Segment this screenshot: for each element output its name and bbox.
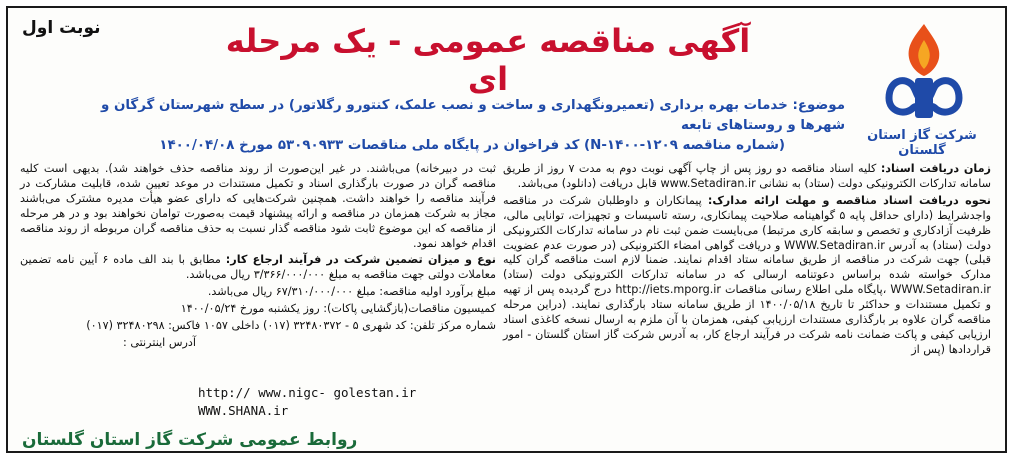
subject-line-1: موضوع: خدمات بهره برداری (تعمیرونگهداری و ساخت و نصب علمک، کنتورو رگلاتور) در سطح شهرستان گرگان و شهرها و روستاهای تابعه <box>100 98 845 133</box>
web-addresses <box>198 384 416 420</box>
guarantee-paragraph <box>20 253 496 283</box>
docs-receipt-text: کلیه اسناد مناقصه دو روز پس از چاپ آگهی نوبت دوم به مدت ۷ روز از طریق سامانه تدارکات الکترونیکی دولت (ستاد) به نشانی www.Setadiran.ir قابل دریافت (دانلود) می‌باشد. <box>503 162 991 190</box>
guarantee-text: مطابق با بند الف ماده ۶ آیین نامه تضمین معاملات دولتی جهت مناقصه به مبلغ ۳/۳۶۶/۰۰۰/۰۰۰ ریال می‌باشد. <box>20 253 496 282</box>
submission-text: پیمانکاران و داوطلبان شرکت در مناقصه واجدشرایط (دارای حداقل پایه ۵ گواهینامه صلاحیت پیمانکاری، رسته تاسیسات و تجهیزات، توانایی مالی، ظرفیت آزادکاری و تخصص و سابقه کاری مرتبط) می‌بایست ضمن ثبت نام در سامانه تدارکات الکترونیکی دولت (ستاد) به آدرس WWW.Setadiran.ir و دریافت گواهی امضاء الکترونیکی (در صورت عدم عضویت قبلی) جهت شرکت در مناقصه از طریق سامانه ستاد اقدام نمایند. ضمنا لازم است مناقصه گران کلیه مدارک خواسته شده براساس دعوتنامه ارسالی که در سامانه تدارکات الکترونیکی دولت (ستاد) WWW.Setadiran.ir ،پایگاه ملی اطلاع رسانی مناقصات http://iets.mporg.ir درج گردیده پس از تهیه و تکمیل مستندات و حداکثر تا تاریخ ۱۴۰۰/۰۵/۱۸ از طریق سامانه ستاد بارگذاری نمایند. (دراین مرحله مناقصه گران علاوه بر بارگذاری مستندات ارزیابی کیفی، همزمان با آن ملزم به ارسال نسخه کاغذی اسناد ارزیابی کیفی و پاکت ضمانت نامه شرکت در فرآیند ارجاع کار، به آدرس شرکت گاز استان گلستان - امور قراردادها (پس از <box>503 193 992 356</box>
docs-receipt-paragraph <box>503 162 991 192</box>
estimate-line: مبلغ برآورد اولیه مناقصه: مبلغ ۶۷/۳۱۰/۰۰۰/۰۰۰ ریال می‌باشد. <box>207 285 496 299</box>
footer-signature: روابط عمومی شرکت گاز استان گلستان <box>22 430 358 450</box>
continuation-paragraph: ثبت در دبیرخانه) می‌باشند. در غیر این‌صورت از روند مناقصه حذف خواهند شد). بدیهی است کلیه مناقصه گران در صورت بارگذاری اسناد و تکمیل مستندات در موعد تعیین شده، قابلیت مشارکت در فرآیند مناقصه را خواهند داشت. همچنین شرکت‌هایی که دارای عضو هیأت مدیره مشترک می‌باشند مجاز به شرکت همزمان در مناقصه و ارائه پیشنهاد قیمت به‌صورت توامان نخواهند بود و در هر مرحله از مناقصه که این موضوع ثابت شود مناقصه گذار نسبت به حذف مناقصه گران مربوطه از روند مناقصه اقدام خواهد نمود. <box>20 162 496 250</box>
submission-paragraph <box>503 194 991 358</box>
round-label: نوبت اول <box>22 18 101 38</box>
opening-line: کمیسیون مناقصات(بازگشایی پاکات): روز یکشنبه مورخ ۱۴۰۰/۰۵/۲۴ <box>180 302 496 316</box>
notice-subject <box>98 96 845 156</box>
submission-heading: نحوه دریافت اسناد مناقصه و مهلت ارائه مدارک: <box>707 193 991 207</box>
phone-line: شماره مرکز تلفن: کد شهری ۵ - ۳۲۴۸۰۳۷۲ (۰۱۷) داخلی ۱۰۵۷ فاکس: ۳۲۴۸۰۲۹۸ (۰۱۷) <box>86 319 496 333</box>
subject-line-2: (شماره مناقصه N-۱۴۰۰-۱۲۰۹) کد فراخوان در پایگاه ملی مناقصات ۵۳۰۹۰۹۳۳ مورخ ۱۴۰۰/۰۴/۰۸ <box>159 138 785 153</box>
shana-website-link[interactable]: WWW.SHANA.ir <box>198 403 289 418</box>
guarantee-heading: نوع و میزان تضمین شرکت در فرآیند ارجاع کار: <box>225 253 496 267</box>
company-website-link[interactable]: http:// www.nigc- golestan.ir <box>198 385 417 400</box>
docs-receipt-heading: زمان دریافت اسناد: <box>880 162 991 175</box>
company-name: شرکت گاز استان گلستان <box>867 128 977 158</box>
web-label: آدرس اینترنتی : <box>123 335 196 349</box>
notice-title: آگهی مناقصه عمومی - یک مرحله ای <box>225 22 751 98</box>
gas-flame-logo-icon <box>859 20 989 128</box>
notice-frame <box>6 6 1007 453</box>
right-column <box>503 162 991 448</box>
